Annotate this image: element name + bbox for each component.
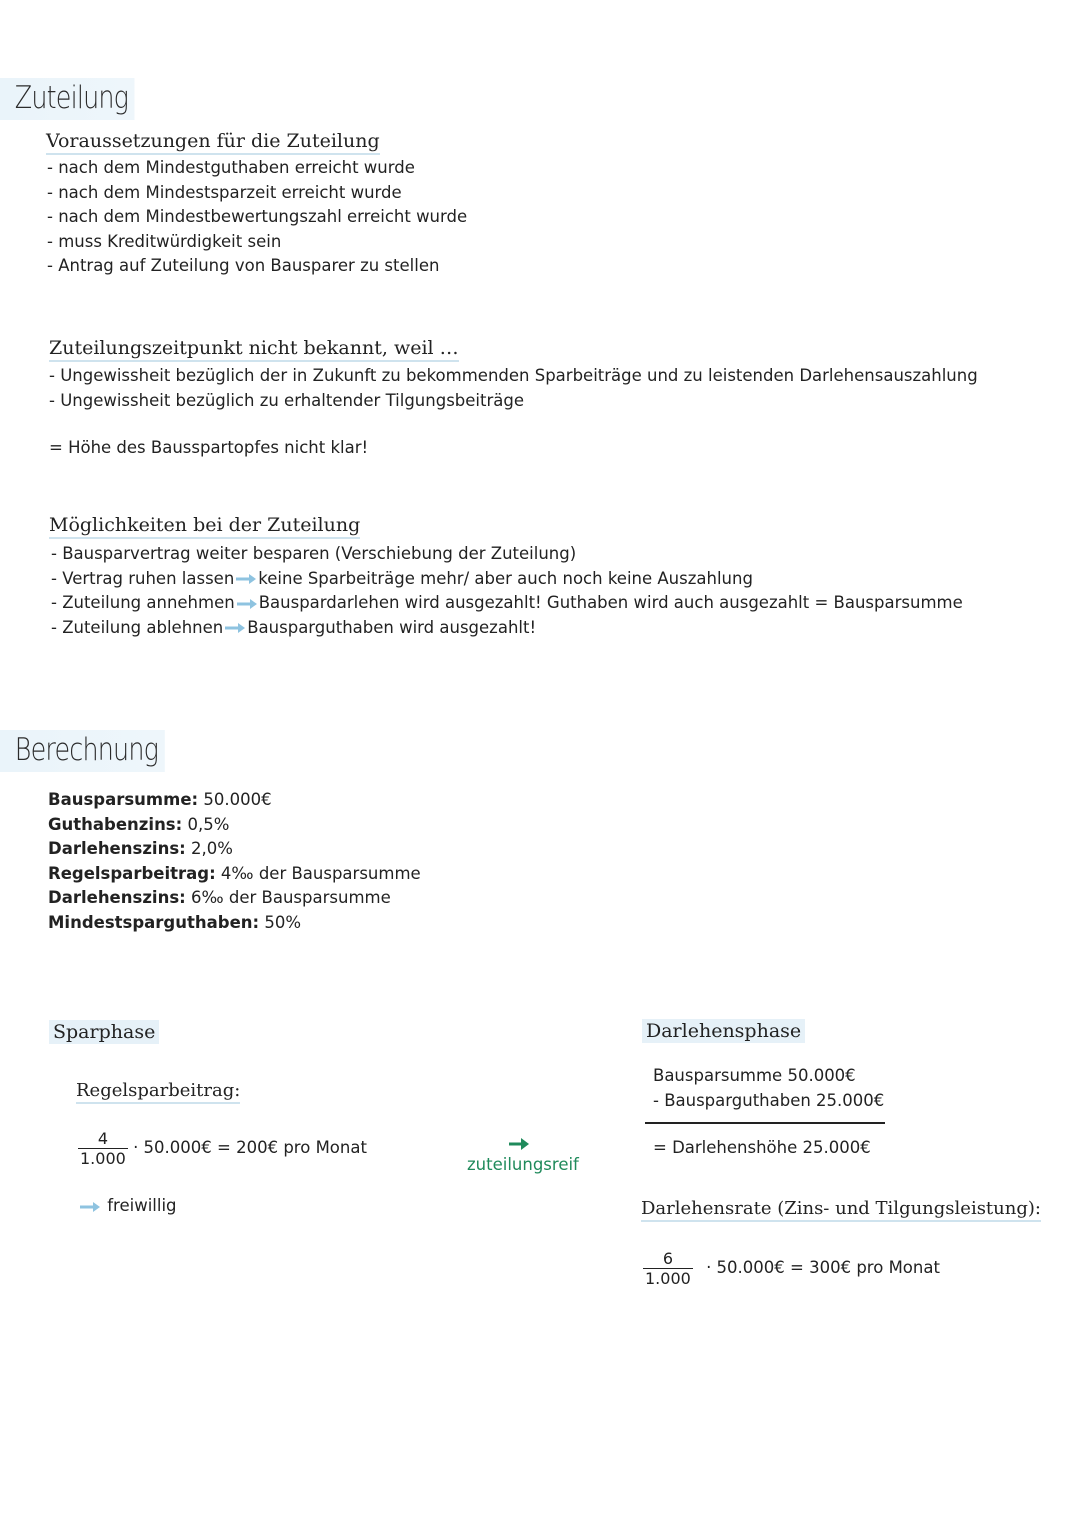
parameter-row bbox=[48, 813, 421, 838]
formula-darlehensphase bbox=[643, 1249, 940, 1288]
divider bbox=[645, 1122, 885, 1124]
heading-darlehensphase: Darlehensphase bbox=[642, 1019, 805, 1043]
parameter-label: Bausparsumme: bbox=[48, 790, 199, 809]
heading-voraussetzungen: Voraussetzungen für die Zuteilung bbox=[46, 130, 380, 155]
formula-text: · 50.000€ = 200€ pro Monat bbox=[133, 1138, 367, 1157]
section-title-zuteilung: Zuteilung bbox=[0, 78, 135, 120]
list-item bbox=[51, 616, 963, 641]
parameter-value: 50% bbox=[259, 912, 302, 932]
calc-line: Bausparsumme 50.000€ bbox=[653, 1066, 856, 1085]
list-item: - Bausparvertrag weiter besparen (Verschiebung der Zuteilung) bbox=[51, 544, 577, 563]
parameter-row bbox=[48, 837, 421, 862]
parameter-label: Darlehenszins: bbox=[48, 839, 186, 858]
heading-darlehensrate: Darlehensrate (Zins- und Tilgungsleistung): bbox=[641, 1198, 1041, 1222]
parameter-label: Mindestsparguthaben: bbox=[48, 912, 260, 932]
result-darlehenshoehe: = Darlehenshöhe 25.000€ bbox=[653, 1138, 871, 1157]
list-item: - Ungewissheit bezüglich der in Zukunft zu bekommenden Sparbeiträge und zu leistenden Darlehensauszahlung bbox=[49, 366, 978, 385]
list-item-text: keine Sparbeiträge mehr/ aber auch noch keine Auszahlung bbox=[258, 568, 753, 588]
parameter-row bbox=[48, 788, 421, 813]
heading-moeglichkeiten: Möglichkeiten bei der Zuteilung bbox=[49, 514, 360, 539]
formula-sparphase bbox=[78, 1129, 367, 1168]
arrow-right-icon bbox=[236, 599, 258, 609]
parameter-list bbox=[48, 788, 421, 935]
list-item: - Ungewissheit bezüglich zu erhaltender Tilgungsbeiträge bbox=[49, 390, 524, 410]
list-moeglichkeiten bbox=[51, 542, 963, 640]
list-item-text: Bauspardarlehen wird ausgezahlt! Guthaben wird auch ausgezahlt = Bausparsumme bbox=[258, 593, 963, 612]
parameter-value: 2,0% bbox=[185, 839, 233, 858]
heading-zeitpunkt: Zuteilungszeitpunkt nicht bekannt, weil … bbox=[49, 337, 459, 362]
list-item-text: - Zuteilung annehmen bbox=[51, 593, 235, 612]
list-item bbox=[51, 567, 963, 592]
fraction-denominator: 1.000 bbox=[645, 1269, 691, 1288]
list-item bbox=[51, 591, 963, 616]
fraction-denominator: 1.000 bbox=[80, 1149, 126, 1168]
list-item: - nach dem Mindestsparzeit erreicht wurde bbox=[47, 182, 402, 202]
conclusion-text: = Höhe des Bausspartopfes nicht klar! bbox=[49, 438, 369, 457]
list-item: - nach dem Mindestguthaben erreicht wurde bbox=[47, 158, 415, 177]
heading-sparphase: Sparphase bbox=[49, 1020, 159, 1044]
list-zeitpunkt bbox=[49, 364, 978, 413]
parameter-row bbox=[48, 886, 421, 911]
list-item-text: Bausparguthaben wird ausgezahlt! bbox=[247, 617, 537, 637]
calc-line: - Bausparguthaben 25.000€ bbox=[653, 1090, 885, 1110]
fraction-numerator: 6 bbox=[662, 1249, 673, 1268]
note-text: freiwillig bbox=[107, 1196, 177, 1215]
list-voraussetzungen bbox=[47, 156, 467, 279]
parameter-value: 50.000€ bbox=[198, 790, 272, 809]
list-item: - nach dem Mindestbewertungszahl erreicht wurde bbox=[47, 207, 468, 226]
arrow-right-icon bbox=[79, 1202, 101, 1212]
green-arrow-icon bbox=[508, 1135, 530, 1154]
fraction bbox=[643, 1249, 693, 1288]
formula-text: · 50.000€ = 300€ pro Monat bbox=[706, 1258, 940, 1277]
arrow-right-icon bbox=[235, 574, 257, 584]
parameter-label: Guthabenzins: bbox=[48, 814, 183, 834]
parameter-row bbox=[48, 911, 421, 936]
parameter-label: Darlehenszins: bbox=[48, 888, 186, 907]
parameter-value: 4‰ der Bausparsumme bbox=[215, 863, 421, 883]
calc-darlehen bbox=[653, 1064, 884, 1113]
fraction-numerator: 4 bbox=[97, 1129, 108, 1148]
list-item-text: - Vertrag ruhen lassen bbox=[51, 568, 235, 588]
label-zuteilungsreif: zuteilungsreif bbox=[467, 1155, 579, 1174]
parameter-value: 0,5% bbox=[182, 814, 230, 834]
arrow-right-icon bbox=[224, 623, 246, 633]
fraction bbox=[78, 1129, 128, 1168]
list-item-text: - Zuteilung ablehnen bbox=[51, 617, 224, 637]
section-title-berechnung: Berechnung bbox=[0, 730, 165, 772]
parameter-label: Regelsparbeitrag: bbox=[48, 863, 216, 883]
list-item: - muss Kreditwürdigkeit sein bbox=[47, 231, 282, 251]
list-item: - Antrag auf Zuteilung von Bausparer zu stellen bbox=[47, 256, 440, 275]
parameter-row bbox=[48, 862, 421, 887]
note-freiwillig bbox=[78, 1196, 177, 1215]
parameter-value: 6‰ der Bausparsumme bbox=[185, 888, 391, 907]
heading-regelsparbeitrag: Regelsparbeitrag: bbox=[76, 1080, 240, 1104]
